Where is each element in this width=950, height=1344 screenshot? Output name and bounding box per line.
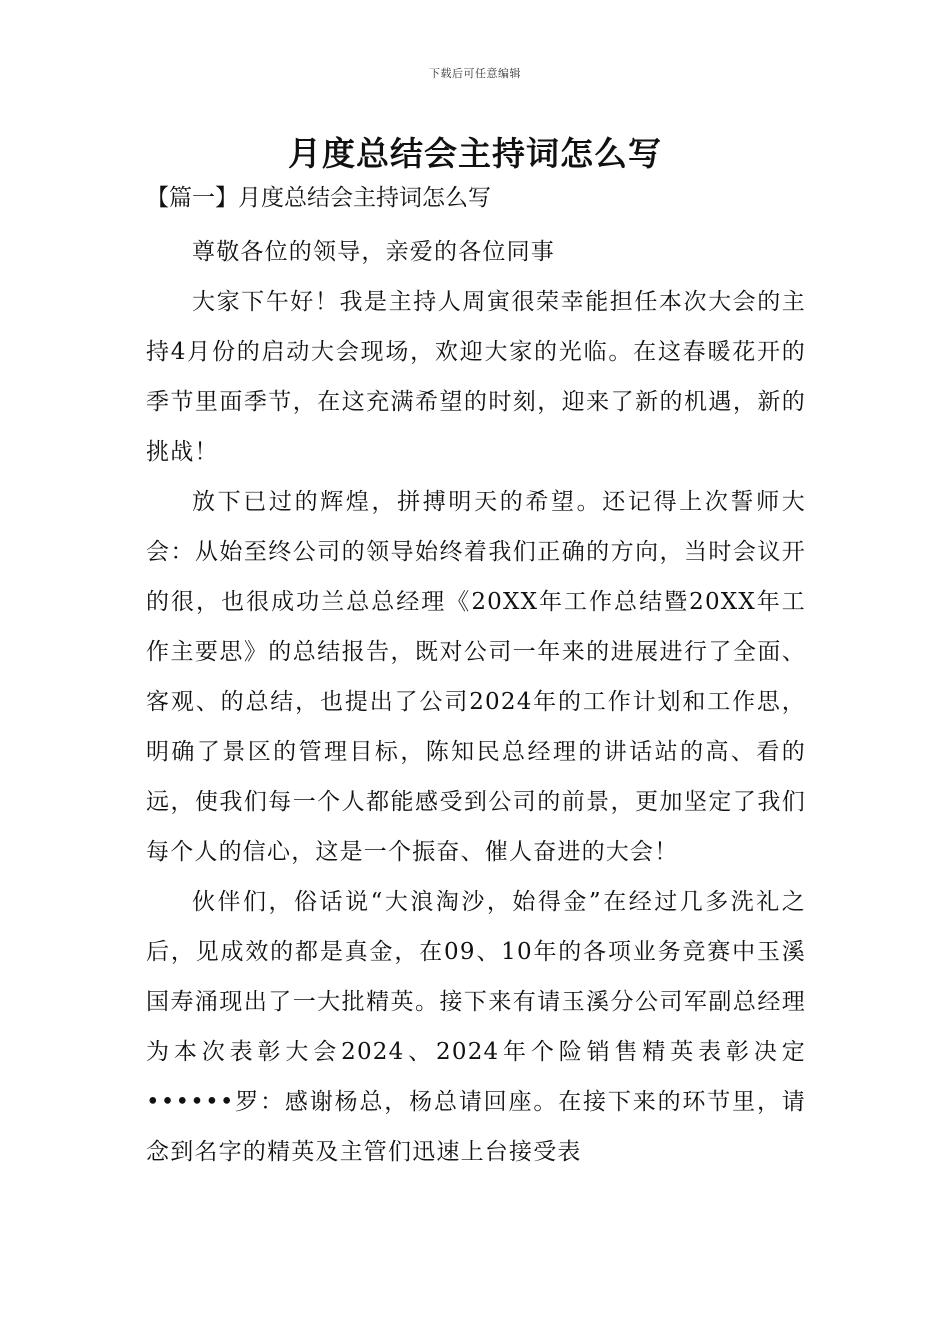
header-note: 下载后可任意编辑 <box>429 67 521 80</box>
paragraph-review: 放下已过的辉煌，拼搏明天的希望。还记得上次誓师大会：从始至终公司的领导始终着我们正确的方向，当时会议开的很，也很成功兰总总经理《20XX年工作总结暨20XX年工作主要思》的总结报告，既对公司一年来的进展进行了全面、客观、的总结，也提出了公司2024年的工作计划和工作思，明确了景区的管理目标，陈知民总经理的讲话站的高、看的远，使我们每一个人都能感受到公司的前景，更加坚定了我们每个人的信心，这是一个振奋、催人奋进的大会！ <box>146 489 806 865</box>
paragraph-greeting: 尊敬各位的领导，亲爱的各位同事 <box>192 239 555 265</box>
document-body <box>146 178 806 1177</box>
section-heading: 【篇一】月度总结会主持词怎么写 <box>146 185 491 211</box>
document-title: 月度总结会主持词怎么写 <box>288 134 662 173</box>
paragraph-awards: 伙伴们，俗话说“大浪淘沙，始得金”在经过几多洗礼之后，见成效的都是真金，在09、10年的各项业务竞赛中玉溪国寿涌现出了一大批精英。接下来有请玉溪分公司军副总经理为本次表彰大会2024、2024年个险销售精英表彰决定••••••罗：感谢杨总，杨总请回座。在接下来的环节里，请念到名字的精英及主管们迅速上台接受表 <box>146 889 806 1165</box>
paragraph-opening: 大家下午好！我是主持人周寅很荣幸能担任本次大会的主持4月份的启动大会现场，欢迎大家的光临。在这春暖花开的季节里面季节，在这充满希望的时刻，迎来了新的机遇，新的挑战！ <box>146 289 806 465</box>
